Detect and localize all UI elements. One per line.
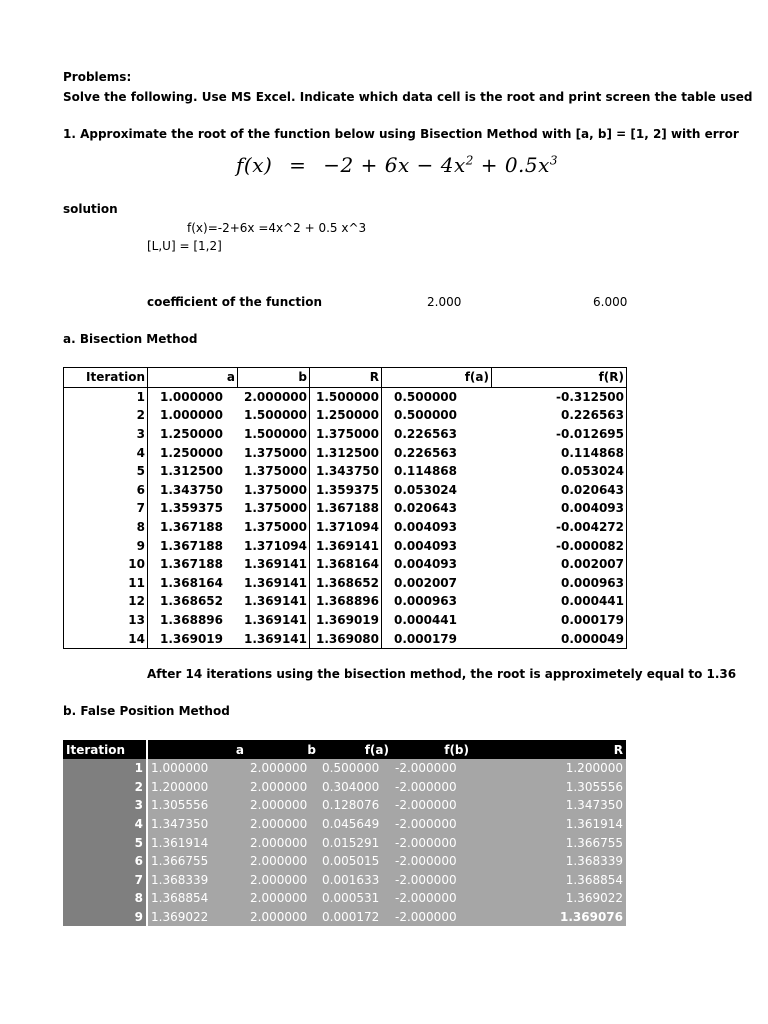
- false-position-cell: 0.500000: [319, 759, 392, 778]
- bisection-header-fr: f(R): [492, 368, 627, 388]
- false-position-cell: -2.000000: [392, 778, 472, 797]
- bisection-cell: 1.359375: [310, 481, 382, 500]
- bisection-cell: 1.500000: [238, 425, 310, 444]
- coefficient-label: coefficient of the function: [147, 295, 322, 309]
- bisection-row: [64, 406, 627, 425]
- bisection-cell: 0.114868: [394, 464, 458, 479]
- bisection-header-b: b: [238, 368, 310, 388]
- false-position-cell: 1.347350: [472, 796, 626, 815]
- bisection-cell: 14: [64, 629, 148, 648]
- bisection-cell: 1.368164: [310, 555, 382, 574]
- false-position-table: [63, 740, 626, 926]
- bisection-cell: 0.226563: [394, 427, 458, 442]
- bisection-cell: 0.000963: [492, 574, 627, 593]
- bisection-cell: 0.053024: [492, 462, 627, 481]
- false-position-cell: 5: [63, 833, 147, 852]
- bisection-cell: -0.004272: [492, 518, 627, 537]
- false-position-cell: 1.368339: [472, 852, 626, 871]
- false-position-cell: 1.366755: [472, 833, 626, 852]
- bisection-cell: 0.226563: [492, 406, 627, 425]
- false-position-row: [63, 796, 626, 815]
- bisection-cell: 0.000049: [492, 629, 627, 648]
- false-position-cell: -2.000000: [392, 759, 472, 778]
- bisection-header-a: a: [148, 368, 238, 388]
- equation-rhs-b: + 0.5x: [473, 153, 550, 177]
- false-position-cell: 1.000000: [147, 759, 247, 778]
- false-position-header-a: a: [147, 740, 247, 759]
- bisection-cell: 1.375000: [238, 481, 310, 500]
- false-position-cell: 0.000172: [319, 908, 392, 927]
- bisection-row: [64, 574, 627, 593]
- bisection-cell: 1.369141: [238, 611, 310, 630]
- false-position-cell: 2: [63, 778, 147, 797]
- false-position-cell: 0.001633: [319, 871, 392, 890]
- bisection-cell: 0.000441: [492, 592, 627, 611]
- false-position-cell: 8: [63, 889, 147, 908]
- bisection-cell: 1.369080: [310, 629, 382, 648]
- false-position-cell: 1.369076: [472, 908, 626, 927]
- false-position-cell: 6: [63, 852, 147, 871]
- false-position-cell: 2.000000: [247, 889, 319, 908]
- bisection-cell: 1.369141: [238, 555, 310, 574]
- bisection-cell: 9: [64, 536, 148, 555]
- bisection-cell: 0.004093: [394, 557, 458, 572]
- false-position-cell: -2.000000: [392, 833, 472, 852]
- equation-exp-2: 2: [465, 153, 474, 168]
- bisection-cell: 1.375000: [310, 425, 382, 444]
- false-position-header-fb: f(b): [392, 740, 472, 759]
- false-position-cell: 3: [63, 796, 147, 815]
- bisection-header-iteration: Iteration: [64, 368, 148, 388]
- bisection-cell: 1.000000: [160, 389, 224, 404]
- false-position-cell: 1.361914: [147, 833, 247, 852]
- bisection-cell: 1.369019: [148, 629, 238, 648]
- bisection-cell: 10: [64, 555, 148, 574]
- function-equation: [236, 153, 558, 177]
- false-position-cell: 9: [63, 908, 147, 927]
- bisection-title: a. Bisection Method: [63, 332, 198, 346]
- bisection-cell: 2: [64, 406, 148, 425]
- bisection-cell: 1.250000: [310, 406, 382, 425]
- bisection-row: [64, 481, 627, 500]
- false-position-header-r: R: [472, 740, 626, 759]
- instruction-text: Solve the following. Use MS Excel. Indicate which data cell is the root and print screen the table used: [63, 90, 753, 104]
- false-position-row: [63, 815, 626, 834]
- problems-heading: Problems:: [63, 70, 132, 84]
- false-position-cell: -2.000000: [392, 852, 472, 871]
- bisection-cell: 1.500000: [238, 406, 310, 425]
- bisection-cell: 0.000963: [394, 594, 458, 609]
- bisection-cell: 1.343750: [310, 462, 382, 481]
- bisection-cell: 1.368896: [310, 592, 382, 611]
- bisection-cell: 0.020643: [394, 501, 458, 516]
- solution-label: solution: [63, 202, 118, 216]
- bisection-cell: 1.000000: [160, 408, 224, 423]
- false-position-cell: 2.000000: [247, 796, 319, 815]
- false-position-cell: 1.368854: [472, 871, 626, 890]
- bisection-cell: 1.368652: [160, 594, 224, 609]
- false-position-row: [63, 759, 626, 778]
- bisection-cell: 1.369141: [238, 592, 310, 611]
- false-position-header-iteration: Iteration: [63, 740, 147, 759]
- bisection-cell: 11: [64, 574, 148, 593]
- false-position-cell: 1.368339: [147, 871, 247, 890]
- false-position-cell: 1.305556: [147, 796, 247, 815]
- bisection-cell: 13: [64, 611, 148, 630]
- bisection-cell: 8: [64, 518, 148, 537]
- false-position-cell: 0.304000: [319, 778, 392, 797]
- bisection-cell: 0.500000: [394, 408, 458, 423]
- false-position-cell: 0.128076: [319, 796, 392, 815]
- bisection-cell: 1.343750: [160, 482, 224, 497]
- bisection-cell: 0.053024: [394, 482, 458, 497]
- bisection-cell: 1.371094: [238, 536, 310, 555]
- false-position-cell: 1.369022: [147, 908, 247, 927]
- bisection-cell: 3: [64, 425, 148, 444]
- false-position-cell: 4: [63, 815, 147, 834]
- false-position-cell: 1.368854: [147, 889, 247, 908]
- false-position-header-b: b: [247, 740, 319, 759]
- equation-equals: =: [289, 153, 307, 177]
- bisection-cell: 1.367188: [310, 499, 382, 518]
- bisection-row: [64, 462, 627, 481]
- false-position-cell: -2.000000: [392, 908, 472, 927]
- false-position-cell: 1.369022: [472, 889, 626, 908]
- bisection-cell: 1.250000: [160, 445, 224, 460]
- bisection-cell: 5: [64, 462, 148, 481]
- bisection-cell: 1.367188: [160, 538, 224, 553]
- bisection-row: [64, 518, 627, 537]
- bisection-header-r: R: [310, 368, 382, 388]
- bisection-cell: 1.369141: [238, 574, 310, 593]
- bisection-cell: 0.004093: [394, 520, 458, 535]
- bisection-header-fa: f(a): [382, 368, 492, 388]
- bisection-cell: -0.312500: [492, 387, 627, 406]
- false-position-cell: 1: [63, 759, 147, 778]
- bisection-row: [64, 387, 627, 406]
- bisection-cell: 1.312500: [160, 464, 224, 479]
- bisection-cell: 7: [64, 499, 148, 518]
- bisection-cell: -0.012695: [492, 425, 627, 444]
- bisection-cell: 4: [64, 443, 148, 462]
- bisection-cell: 0.114868: [492, 443, 627, 462]
- equation-rhs-a: −2 + 6x − 4x: [323, 153, 466, 177]
- bisection-header-row: [64, 368, 627, 388]
- equation-exp-3: 3: [549, 153, 559, 168]
- false-position-cell: 2.000000: [247, 778, 319, 797]
- bisection-cell: 1.367188: [160, 520, 224, 535]
- bisection-row: [64, 592, 627, 611]
- bisection-cell: -0.000082: [492, 536, 627, 555]
- bisection-cell: 0.226563: [394, 445, 458, 460]
- false-position-header-row: [63, 740, 626, 759]
- bisection-cell: 0.002007: [492, 555, 627, 574]
- bisection-cell: 12: [64, 592, 148, 611]
- bisection-row: [64, 555, 627, 574]
- bisection-row: [64, 425, 627, 444]
- false-position-cell: -2.000000: [392, 815, 472, 834]
- false-position-row: [63, 852, 626, 871]
- bisection-cell: 1.500000: [310, 387, 382, 406]
- false-position-cell: 0.045649: [319, 815, 392, 834]
- bisection-cell: 0.004093: [394, 538, 458, 553]
- coefficient-value-1: 2.000: [427, 295, 462, 309]
- bisection-cell: 1.312500: [310, 443, 382, 462]
- false-position-row: [63, 778, 626, 797]
- false-position-cell: 1.366755: [147, 852, 247, 871]
- bisection-cell: 1.369141: [310, 536, 382, 555]
- bisection-cell: 1.359375: [160, 501, 224, 516]
- bisection-cell: 0.004093: [492, 499, 627, 518]
- equation-lhs: f(x): [236, 153, 273, 177]
- false-position-cell: 1.200000: [147, 778, 247, 797]
- bisection-row: [64, 611, 627, 630]
- bisection-cell: 1.367188: [160, 557, 224, 572]
- false-position-cell: 0.015291: [319, 833, 392, 852]
- false-position-cell: -2.000000: [392, 889, 472, 908]
- bisection-cell: 1.371094: [310, 518, 382, 537]
- bisection-cell: 1.375000: [238, 462, 310, 481]
- false-position-cell: 0.000531: [319, 889, 392, 908]
- false-position-title: b. False Position Method: [63, 704, 230, 718]
- bisection-cell: 1.375000: [238, 443, 310, 462]
- coefficient-value-2: 6.000: [593, 295, 628, 309]
- false-position-row: [63, 871, 626, 890]
- bisection-row: [64, 536, 627, 555]
- bisection-cell: 1.369019: [310, 611, 382, 630]
- bisection-conclusion: After 14 iterations using the bisection method, the root is approximetely equal to 1.36: [147, 667, 737, 681]
- false-position-cell: 7: [63, 871, 147, 890]
- bisection-table: [63, 367, 627, 649]
- false-position-cell: 1.347350: [147, 815, 247, 834]
- bisection-row: [64, 499, 627, 518]
- bisection-cell: 1.375000: [238, 499, 310, 518]
- false-position-cell: 0.005015: [319, 852, 392, 871]
- bisection-cell: 0.000179: [382, 629, 492, 648]
- false-position-cell: 1.305556: [472, 778, 626, 797]
- bisection-cell: 2.000000: [238, 387, 310, 406]
- false-position-cell: -2.000000: [392, 871, 472, 890]
- problem-1-text: 1. Approximate the root of the function below using Bisection Method with [a, b] = [1, 2] with error: [63, 127, 739, 141]
- bisection-cell: 1.368652: [310, 574, 382, 593]
- false-position-cell: 2.000000: [247, 759, 319, 778]
- false-position-row: [63, 889, 626, 908]
- bisection-cell: 0.000179: [492, 611, 627, 630]
- bisection-cell: 1.250000: [160, 427, 224, 442]
- bisection-cell: 1: [64, 387, 148, 406]
- false-position-cell: 2.000000: [247, 871, 319, 890]
- bisection-cell: 0.002007: [394, 575, 458, 590]
- bisection-cell: 1.375000: [238, 518, 310, 537]
- solution-function: f(x)=-2+6x =4x^2 + 0.5 x^3: [187, 221, 367, 235]
- false-position-row: [63, 833, 626, 852]
- false-position-cell: -2.000000: [392, 796, 472, 815]
- bisection-row: [64, 629, 627, 648]
- false-position-cell: 2.000000: [247, 852, 319, 871]
- solution-interval: [L,U] = [1,2]: [147, 239, 222, 253]
- bisection-cell: 0.000441: [394, 613, 458, 628]
- false-position-cell: 2.000000: [247, 833, 319, 852]
- false-position-cell: 1.361914: [472, 815, 626, 834]
- false-position-cell: 1.200000: [472, 759, 626, 778]
- bisection-cell: 0.020643: [492, 481, 627, 500]
- false-position-cell: 2.000000: [247, 908, 319, 927]
- false-position-cell: 2.000000: [247, 815, 319, 834]
- false-position-row: [63, 908, 626, 927]
- bisection-cell: 0.500000: [394, 389, 458, 404]
- bisection-cell: 1.369141: [238, 629, 310, 648]
- bisection-cell: 6: [64, 481, 148, 500]
- bisection-row: [64, 443, 627, 462]
- false-position-header-fa: f(a): [319, 740, 392, 759]
- bisection-cell: 1.368164: [160, 575, 224, 590]
- bisection-cell: 1.368896: [160, 613, 224, 628]
